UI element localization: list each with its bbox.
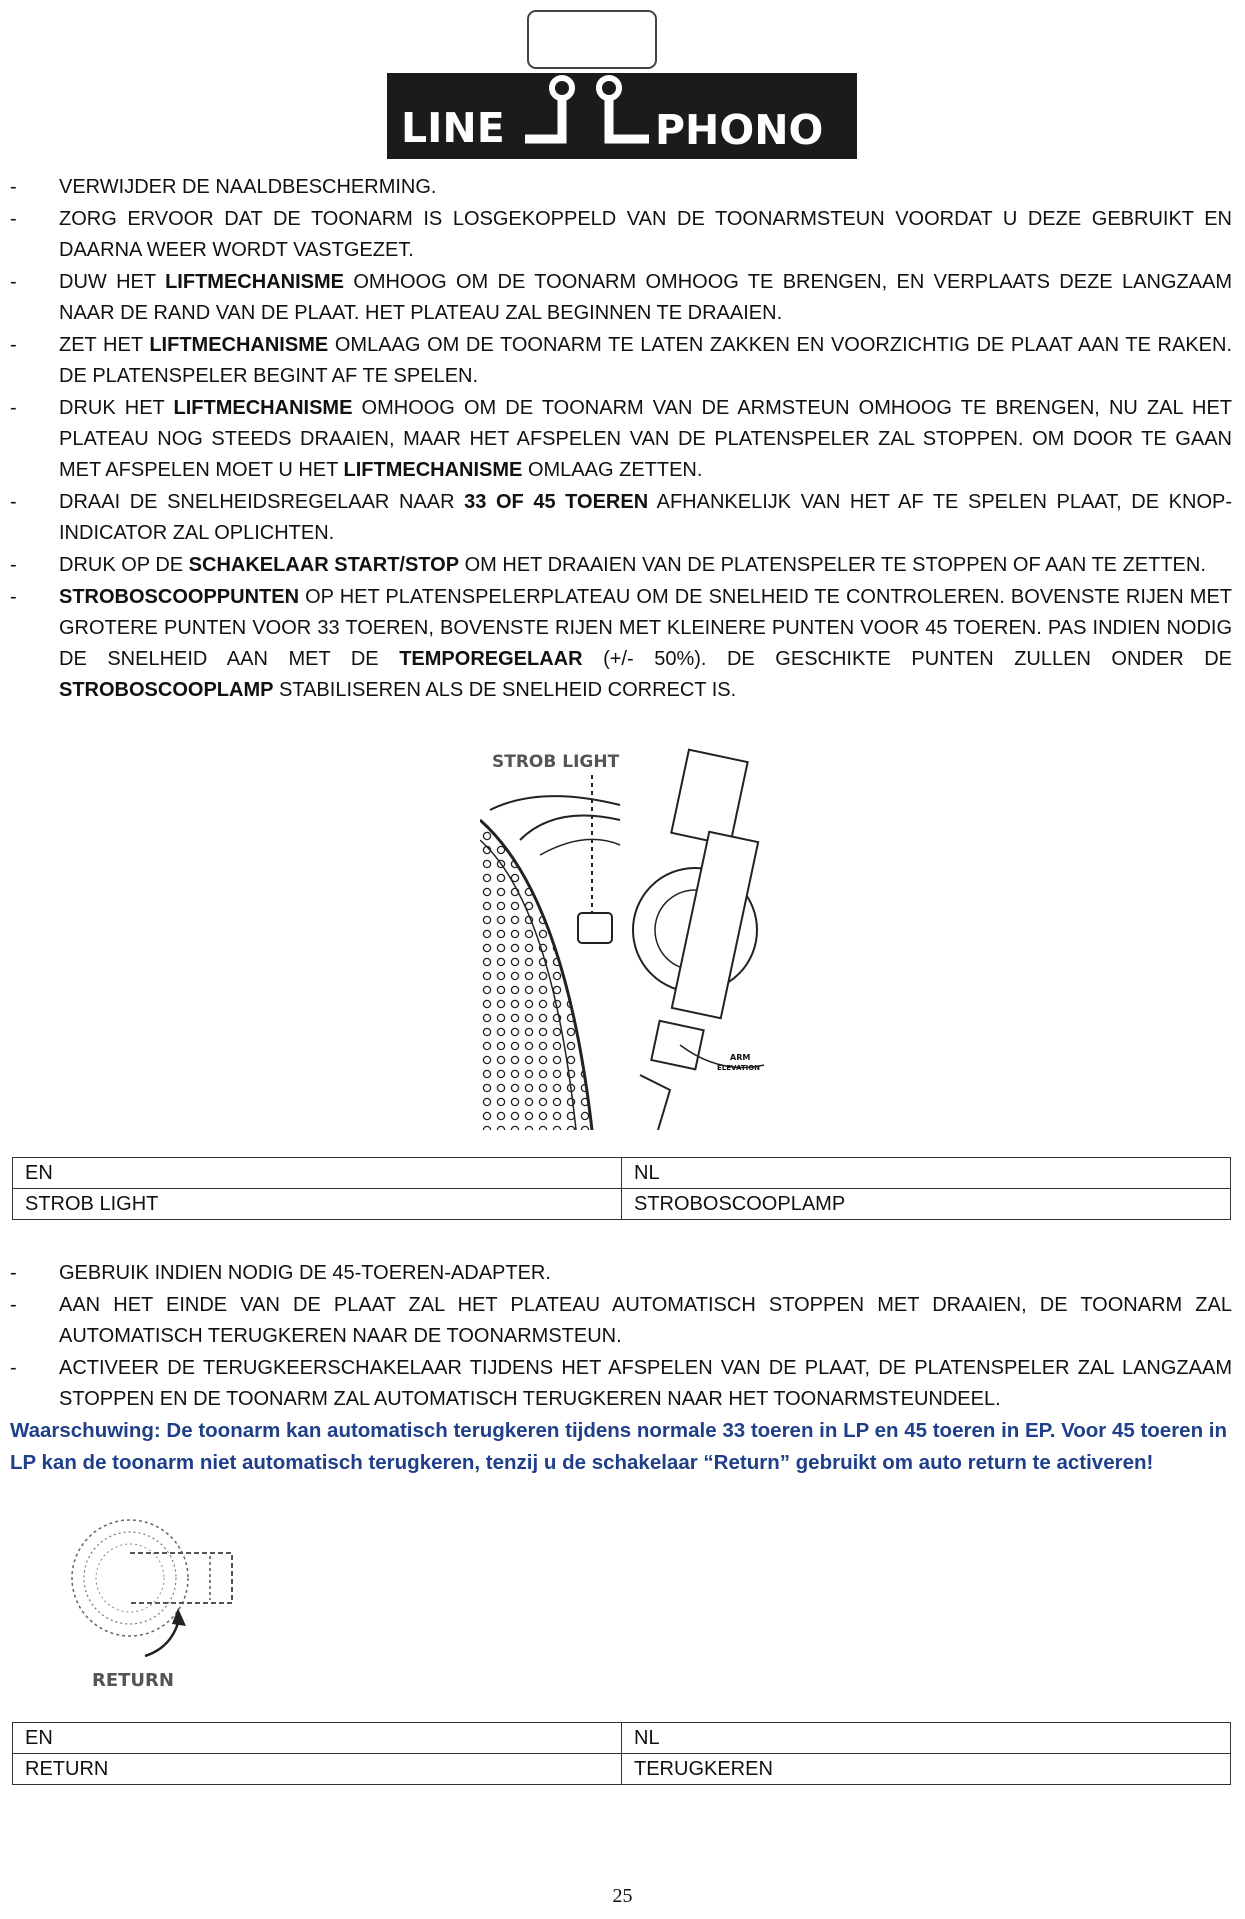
- platter-strobe-dots: [480, 815, 600, 1130]
- strob-light-label: STROB LIGHT: [492, 752, 620, 772]
- instruction-list: [10, 172, 1232, 707]
- logo-jack-left-icon: [552, 78, 572, 98]
- svg-text:ELEVATION: ELEVATION: [717, 1064, 761, 1072]
- table-row: [13, 1189, 1231, 1220]
- return-term-table: [12, 1722, 1231, 1785]
- list-item: - AAN HET EINDE VAN DE PLAAT ZAL HET PLATEAU AUTOMATISCH STOPPEN MET DRAAIEN, DE TOONARM ZAL AUTOMATISCH TERUGKEREN NAAR DE TOONARMSTEUN.: [10, 1294, 1232, 1347]
- list-item: - VERWIJDER DE NAALDBESCHERMING.: [10, 176, 437, 198]
- list-item: - ZORG ERVOOR DAT DE TOONARM IS LOSGEKOPPELD VAN DE TOONARMSTEUN VOORDAT U DEZE GEBRUIKT EN DAARNA WEER WORDT VASTGEZET.: [10, 208, 1232, 261]
- list-item: - DUW HET LIFTMECHANISME OMHOOG OM DE TOONARM OMHOOG TE BRENGEN, EN VERPLAATS DEZE LANGZAAM NAAR DE RAND VAN DE PLAAT. HET PLATEAU ZAL BEGINNEN TE DRAAIEN.: [10, 271, 1233, 324]
- list-item: - ACTIVEER DE TERUGKEERSCHAKELAAR TIJDENS HET AFSPELEN VAN DE PLAAT, DE PLATENSPELER ZAL LANGZAAM STOPPEN EN DE TOONARM ZAL AUTOMATISCH TERUGKEREN NAAR HET TOONARMSTEUNDEEL.: [10, 1357, 1232, 1410]
- table-cell: EN: [13, 1158, 622, 1189]
- list-item: - STROBOSCOOPPUNTEN OP HET PLATENSPELERPLATEAU OM DE SNELHEID TE CONTROLEREN. BOVENSTE RIJEN MET GROTERE PUNTEN VOOR 33 TOEREN, BOVENSTE RIJEN MET KLEINERE PUNTEN VOOR 45 TOEREN. PAS INDIEN NODIG DE SNELHEID AAN MET DE TEMPOREGELAAR (+/- 50%). DE GESCHIKTE PUNTEN ZULLEN ONDER DE STROBOSCOOPLAMP STABILISEREN ALS DE SNELHEID CORRECT IS.: [10, 586, 1232, 701]
- table-cell: RETURN: [13, 1754, 622, 1785]
- line-phono-logo: [387, 73, 857, 159]
- list-item: - DRAAI DE SNELHEIDSREGELAAR NAAR 33 OF 45 TOEREN AFHANKELIJK VAN HET AF TE SPELEN PLAAT, DE KNOP-INDICATOR ZAL OPLICHTEN.: [10, 491, 1232, 544]
- table-cell: STROBOSCOOPLAMP: [622, 1189, 1231, 1220]
- return-label: RETURN: [92, 1670, 174, 1691]
- logo-phono-text: PHONO: [655, 106, 824, 154]
- page-number: 25: [612, 1885, 633, 1907]
- table-cell: TERUGKEREN: [622, 1754, 1231, 1785]
- logo-connector-right: [609, 98, 649, 139]
- logo-jack-right-icon: [599, 78, 619, 98]
- logo-connector-left: [525, 98, 562, 139]
- table-cell: NL: [622, 1723, 1231, 1754]
- list-item: - DRUK OP DE SCHAKELAAR START/STOP OM HET DRAAIEN VAN DE PLATENSPELER TE STOPPEN OF AAN TE ZETTEN.: [10, 554, 1206, 576]
- strobe-lamp: [578, 913, 612, 943]
- list-item: - ZET HET LIFTMECHANISME OMLAAG OM DE TOONARM TE LATEN ZAKKEN EN VOORZICHTIG DE PLAAT AAN TE RAKEN. DE PLATENSPELER BEGINT AF TE SPELEN.: [10, 334, 1232, 387]
- strob-light-figure: [480, 745, 764, 1130]
- logo-line-text: LINE: [401, 104, 505, 152]
- table-cell: EN: [13, 1723, 622, 1754]
- return-figure: [60, 1508, 250, 1693]
- list-item: - DRUK HET LIFTMECHANISME OMHOOG OM DE TOONARM VAN DE ARMSTEUN OMHOOG TE BRENGEN, NU ZAL HET PLATEAU NOG STEEDS DRAAIEN, MAAR HET AFSPELEN VAN DE PLATENSPELER ZAL STOPPEN. OM DOOR TE GAAN MET AFSPELEN MOET U HET LIFTMECHANISME OMLAAG ZETTEN.: [10, 397, 1233, 481]
- table-row: [13, 1723, 1231, 1754]
- return-knob-outline: [72, 1520, 188, 1636]
- list-item: - GEBRUIK INDIEN NODIG DE 45-TOEREN-ADAPTER.: [10, 1262, 551, 1284]
- table-row: [13, 1754, 1231, 1785]
- instruction-list-bottom: [10, 1258, 1232, 1416]
- warning-text: Waarschuwing: De toonarm kan automatisch terugkeren tijdens normale 33 toeren in LP en 45 toeren in EP. Voor 45 toeren in LP kan de toonarm niet automatisch terugkeren, tenzij u de schakelaar “Return” gebruikt om auto return te activeren!: [10, 1419, 1228, 1474]
- table-cell: NL: [622, 1158, 1231, 1189]
- table-row: [13, 1158, 1231, 1189]
- table-cell: STROB LIGHT: [13, 1189, 622, 1220]
- return-lever: [130, 1553, 232, 1603]
- strob-term-table: [12, 1157, 1231, 1220]
- svg-text:ARM: ARM: [730, 1053, 751, 1062]
- return-arrow-icon: [145, 1623, 178, 1656]
- switch-outline: [527, 10, 657, 69]
